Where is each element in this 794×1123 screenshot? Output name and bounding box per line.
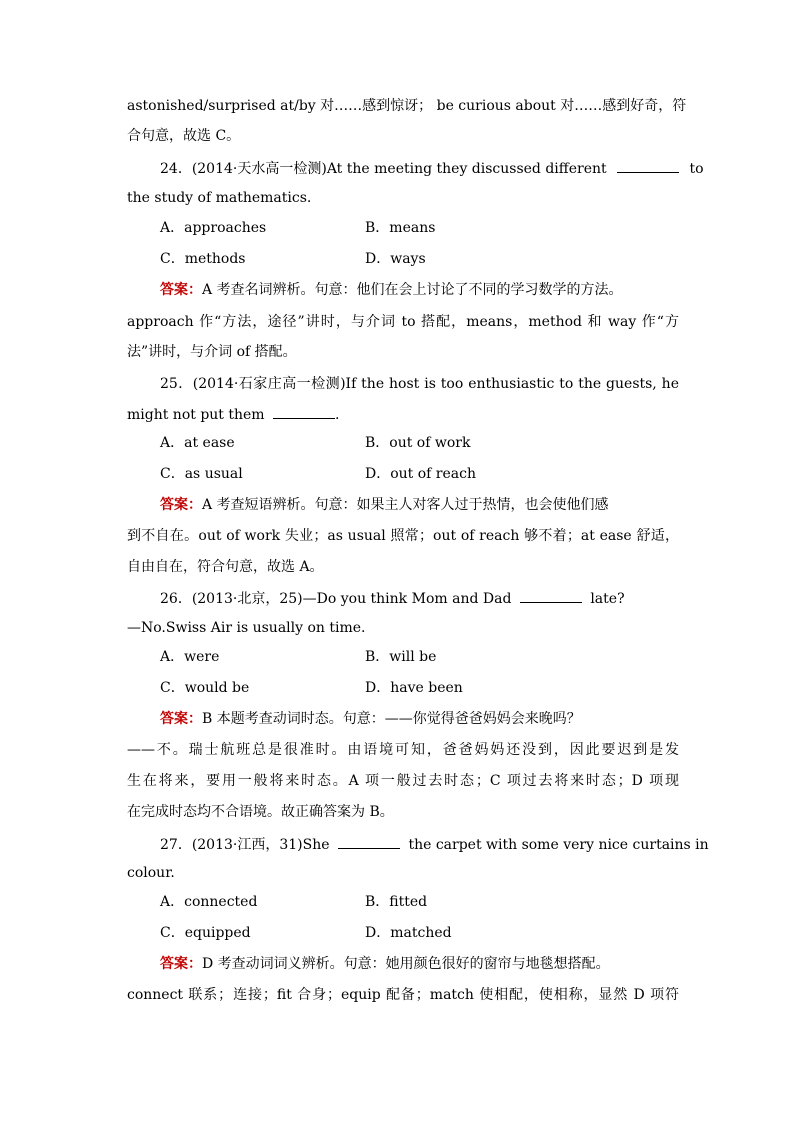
q25-stem-tail: . (335, 407, 340, 423)
q26-answer-label: 答案： (160, 711, 202, 727)
q27-option-c: C．equipped (160, 925, 251, 941)
q25-option-d: D．out of reach (365, 466, 476, 482)
q26-answer-line-1 (160, 709, 679, 729)
q25-stem-text: might not put them (127, 407, 265, 423)
q25-answer-line-2: 到不自在。out of work 失业；as usual 照常；out of reach 够不着；at ease 舒适， (127, 528, 679, 544)
q25-answer-label: 答案： (160, 497, 202, 513)
q24-stem-text: 24．(2014·天水高一检测)At the meeting they discussed different (160, 161, 607, 177)
q26-stem-text: 26．(2013·北京，25)—Do you think Mom and Dad (160, 591, 512, 607)
q24-stem-line-2: the study of mathematics. (127, 190, 312, 206)
q26-option-a: A．were (160, 649, 220, 665)
q25-blank (273, 404, 335, 419)
q24-stem-line-1 (160, 158, 704, 179)
q25-answer-line-1 (160, 495, 679, 515)
q24-option-a: A．approaches (160, 220, 267, 236)
q25-stem-line-2 (127, 404, 679, 425)
q24-option-c: C．methods (160, 251, 246, 267)
q26-option-b: B．will be (365, 649, 437, 665)
q24-answer-line-1 (160, 280, 679, 300)
q27-stem-line-1 (160, 834, 709, 855)
q25-stem-line-1: 25．(2014·石家庄高一检测)If the host is too enthusiastic to the guests, he (160, 376, 679, 392)
q24-answer-text: A 考查名词辨析。句意：他们在会上讨论了不同的学习数学的方法。 (202, 282, 623, 298)
q25-answer-line-3: 自由自在，符合句意，故选 A。 (127, 559, 324, 575)
q27-option-a: A．connected (160, 894, 258, 910)
q27-stem-tail: the carpet with some very nice curtains in (408, 837, 709, 853)
q27-option-b: B．fitted (365, 894, 428, 910)
q27-answer-text: D 考查动词词义辨析。句意：她用颜色很好的窗帘与地毯想搭配。 (202, 956, 610, 972)
q25-answer-text: A 考查短语辨析。句意：如果主人对客人过于热情，也会使他们感 (202, 497, 609, 513)
q26-answer-line-4: 在完成时态均不合语境。故正确答案为 B。 (127, 804, 394, 820)
q27-option-d: D．matched (365, 925, 452, 941)
q26-answer-line-3: 生在将来，要用一般将来时态。A 项一般过去时态；C 项过去将来时态；D 项现 (127, 773, 679, 789)
q24-answer-line-2: approach 作“方法，途径”讲时，与介词 to 搭配，means，method 和 way 作“方 (127, 314, 679, 330)
q26-stem-tail: late? (590, 591, 625, 607)
q27-answer-line-1 (160, 954, 679, 974)
q27-blank (338, 834, 400, 849)
q26-stem-line-1 (160, 588, 679, 609)
q24-stem-tail: to (689, 161, 704, 177)
q24-answer-label: 答案： (160, 282, 202, 298)
q27-answer-label: 答案： (160, 956, 202, 972)
q27-stem-text: 27．(2013·江西，31)She (160, 837, 330, 853)
q24-option-d: D．ways (365, 251, 426, 267)
q24-option-b: B．means (365, 220, 436, 236)
q24-answer-line-3: 法”讲时，与介词 of 搭配。 (127, 344, 297, 360)
q24-blank (617, 158, 679, 173)
q26-stem-line-2: —No.Swiss Air is usually on time. (127, 620, 366, 636)
q27-answer-line-2: connect 联系；连接；fit 合身；equip 配备；match 使相配，使相称，显然 D 项符 (127, 987, 679, 1003)
q26-option-d: D．have been (365, 680, 463, 696)
intro-line-1: astonished/surprised at/by 对……感到惊讶； be curious about 对……感到好奇，符 (127, 98, 687, 114)
q25-option-b: B．out of work (365, 435, 471, 451)
q26-blank (520, 588, 582, 603)
q26-answer-text: B 本题考查动词时态。句意：——你觉得爸爸妈妈会来晚吗？ (202, 711, 581, 727)
q26-option-c: C．would be (160, 680, 250, 696)
q25-option-a: A．at ease (160, 435, 235, 451)
q26-answer-line-2: ——不。瑞士航班总是很准时。由语境可知，爸爸妈妈还没到，因此要迟到是发 (127, 742, 679, 758)
q25-option-c: C．as usual (160, 466, 243, 482)
q27-stem-line-2: colour. (127, 865, 175, 881)
intro-line-2: 合句意，故选 C。 (127, 128, 241, 144)
